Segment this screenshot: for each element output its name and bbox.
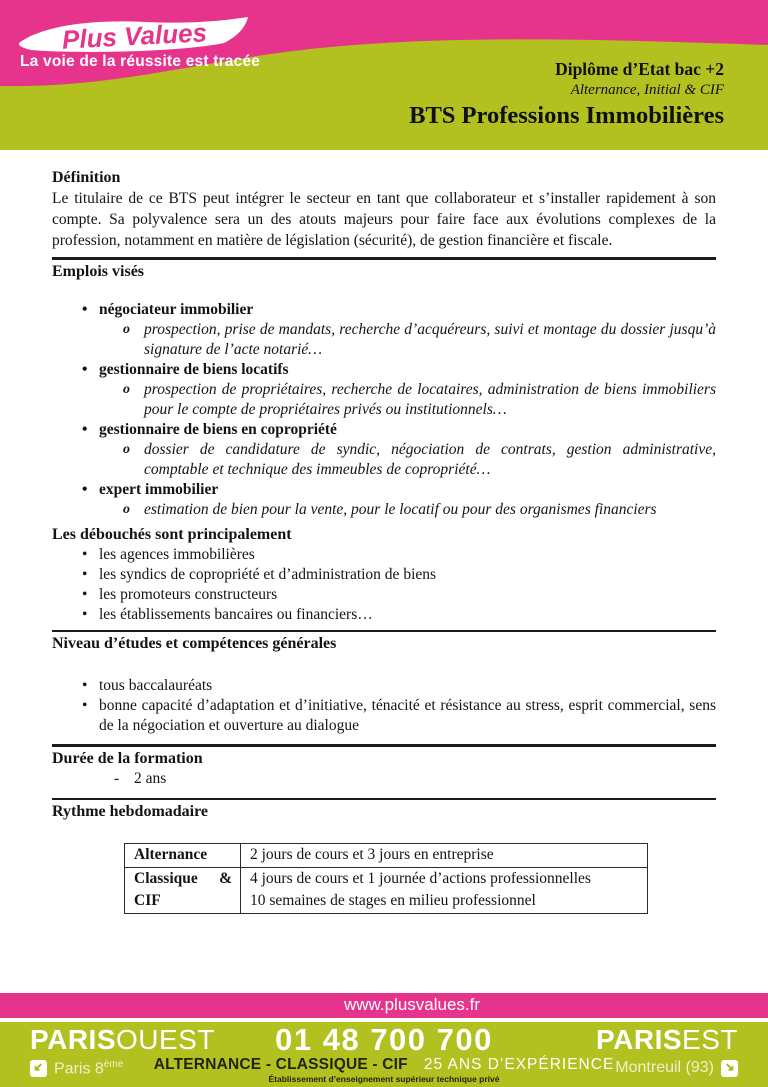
list-item: • expert immobilier [52, 480, 716, 500]
list-item: • tous baccalauréats [52, 676, 716, 696]
document-body [0, 150, 768, 914]
section-heading-debouches: Les débouchés sont principalement [52, 525, 292, 543]
map-arrow-east-icon [721, 1060, 738, 1077]
table-cell-mode: Alternance [125, 844, 241, 868]
section-heading-niveau: Niveau d’études et compétences générales [52, 635, 337, 652]
list-item: • gestionnaire de biens locatifs [52, 360, 716, 380]
table-cell-mode: Classique & CIF [125, 868, 241, 914]
footer-center [134, 1024, 634, 1084]
header [0, 0, 768, 150]
section-heading-rythme: Rythme hebdomadaire [52, 803, 209, 820]
website-band [0, 993, 768, 1018]
list-item: • les établissements bancaires ou financiers… [52, 605, 716, 625]
emplois-list [52, 300, 716, 520]
section-divider [52, 798, 716, 801]
campus-paris-est [596, 1026, 738, 1077]
section-heading-emplois: Emplois visés [52, 262, 145, 280]
header-titles [409, 60, 724, 129]
section-divider [52, 744, 716, 747]
modes-label: ALTERNANCE - CLASSIQUE - CIF [153, 1056, 408, 1073]
phone-number: 01 48 700 700 [275, 1022, 493, 1057]
establishment-label: Établissement d’enseignement supérieur technique privé [268, 1074, 500, 1084]
map-arrow-west-icon [30, 1060, 47, 1077]
campus-name-light: OUEST [116, 1024, 215, 1055]
modes-line: Alternance, Initial & CIF [570, 82, 724, 98]
campus-name-bold: PARIS [596, 1024, 683, 1055]
list-subitem: o prospection, prise de mandats, recherche d’acquéreurs, suivi et montage du dossier jusqu’à signature de l’acte notarié… [52, 320, 716, 360]
list-item: • gestionnaire de biens en copropriété [52, 420, 716, 440]
table-cell-detail: 4 jours de cours et 1 journée d’actions professionnelles 10 semaines de stages en milieu professionnel [241, 868, 648, 914]
website-link[interactable]: www.plusvalues.fr [343, 995, 481, 1014]
campus-location: Montreuil (93) [615, 1059, 714, 1076]
section-divider [52, 630, 716, 633]
list-item: • les agences immobilières [52, 545, 716, 565]
brand-logo: Plus Values [61, 17, 208, 55]
list-item: • bonne capacité d’adaptation et d’initiative, ténacité et résistance au stress, esprit commercial, sens de la négociation et ouverture au dialogue [52, 696, 716, 736]
list-item: • les promoteurs constructeurs [52, 585, 716, 605]
footer [0, 1022, 768, 1087]
brand-tagline: La voie de la réussite est tracée [20, 53, 261, 70]
list-subitem: o estimation de bien pour la vente, pour le locatif ou pour des organismes financiers [52, 500, 716, 520]
list-subitem: o dossier de candidature de syndic, négociation de contrats, gestion administrative, comptable et technique des immeubles de copropriété… [52, 440, 716, 480]
niveau-list [52, 676, 716, 736]
section-heading-duree: Durée de la formation [52, 749, 203, 767]
diploma-line: Diplôme d’Etat bac +2 [555, 59, 724, 79]
campus-name-bold: PARIS [30, 1024, 116, 1055]
list-item: • négociateur immobilier [52, 300, 716, 320]
list-subitem: o prospection de propriétaires, recherche de locataires, administration de biens immobiliers pour le compte de propriétaires privés ou institutionnels… [52, 380, 716, 420]
table-row [125, 868, 648, 914]
experience-label: 25 ANS D’EXPÉRIENCE [423, 1056, 615, 1073]
table-row [125, 844, 648, 868]
table-cell-detail: 2 jours de cours et 3 jours en entreprise [241, 844, 648, 868]
duree-value: - 2 ans [52, 769, 716, 789]
rythme-table [124, 843, 648, 914]
page-title: BTS Professions Immobilières [409, 102, 724, 129]
debouches-list [52, 545, 716, 625]
definition-paragraph: Le titulaire de ce BTS peut intégrer le secteur en tant que collaborateur et s’installer rapidement à son compte. Sa polyvalence sera un des atouts majeurs pour faire face aux évolutions complexes de la profession, notamment en matière de législation (sécurité), de gestion financière et fiscale. [52, 190, 716, 249]
campus-name-light: EST [682, 1024, 738, 1055]
section-divider [52, 257, 716, 260]
list-item: • les syndics de copropriété et d’administration de biens [52, 565, 716, 585]
campus-location: Paris 8ème [54, 1059, 124, 1078]
section-heading-definition: Définition [52, 169, 121, 186]
